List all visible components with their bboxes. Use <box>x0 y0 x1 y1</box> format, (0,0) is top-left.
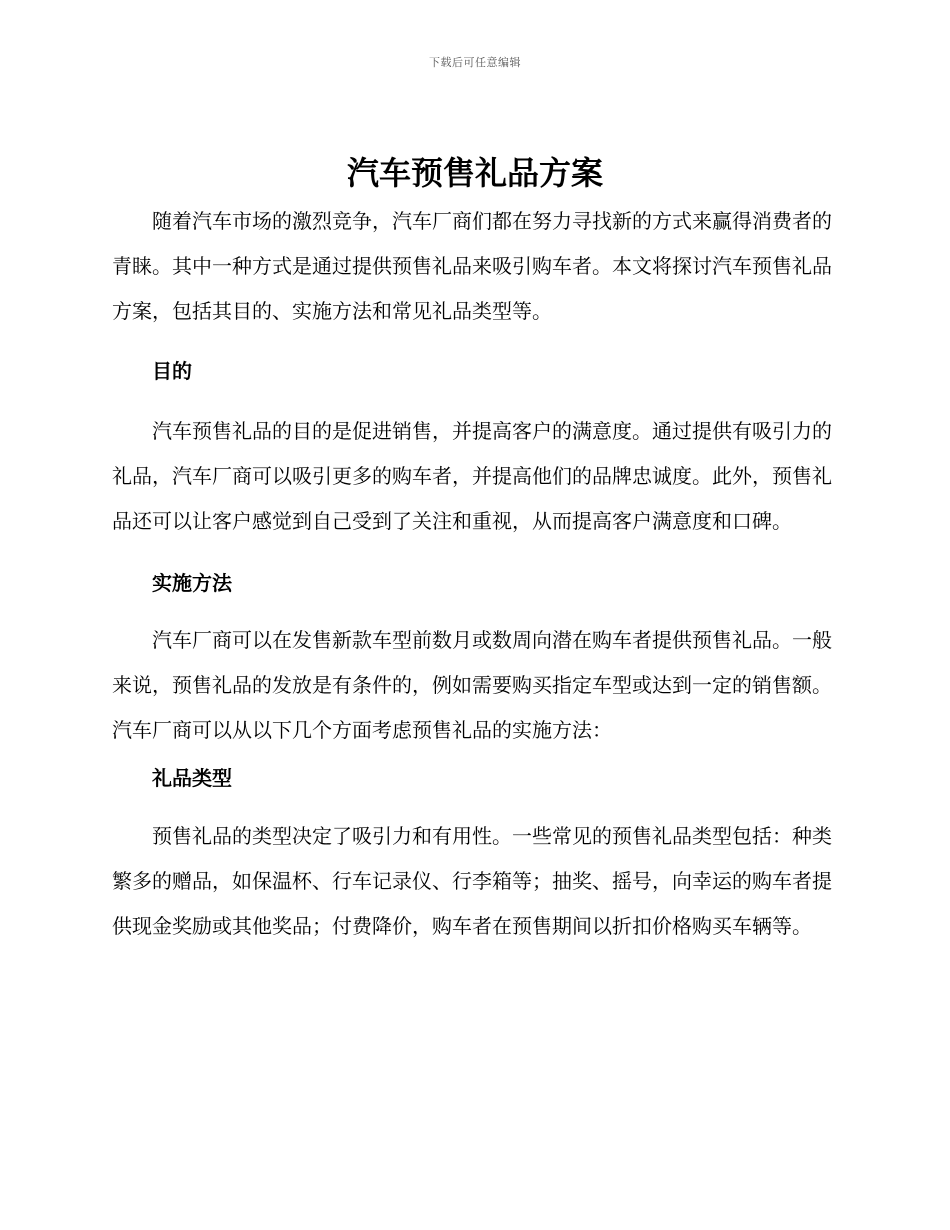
document-body <box>112 199 832 949</box>
section-heading-gift-types: 礼品类型 <box>152 766 232 790</box>
section-paragraph-goal: 汽车预售礼品的目的是促进销售，并提高客户的满意度。通过提供有吸引力的礼品，汽车厂商可以吸引更多的购车者，并提高他们的品牌忠诚度。此外，预售礼品还可以让客户感觉到自己受到了关注和重视，从而提高客户满意度和口碑。 <box>112 419 832 533</box>
section-heading-goal: 目的 <box>152 359 192 383</box>
header-note: 下载后可任意编辑 <box>429 56 521 69</box>
document-title: 汽车预售礼品方案 <box>346 154 603 192</box>
intro-paragraph: 随着汽车市场的激烈竞争，汽车厂商们都在努力寻找新的方式来赢得消费者的青睐。其中一种方式是通过提供预售礼品来吸引购车者。本文将探讨汽车预售礼品方案，包括其目的、实施方法和常见礼品类型等。 <box>112 209 832 323</box>
section-paragraph-method: 汽车厂商可以在发售新款车型前数月或数周向潜在购车者提供预售礼品。一般来说，预售礼品的发放是有条件的，例如需要购买指定车型或达到一定的销售额。汽车厂商可以从以下几个方面考虑预售礼品的实施方法： <box>112 628 832 742</box>
section-heading-method: 实施方法 <box>152 571 232 595</box>
section-paragraph-gift-types: 预售礼品的类型决定了吸引力和有用性。一些常见的预售礼品类型包括：种类繁多的赠品，如保温杯、行车记录仪、行李箱等；抽奖、摇号，向幸运的购车者提供现金奖励或其他奖品；付费降价，购车者在预售期间以折扣价格购买车辆等。 <box>112 824 832 938</box>
